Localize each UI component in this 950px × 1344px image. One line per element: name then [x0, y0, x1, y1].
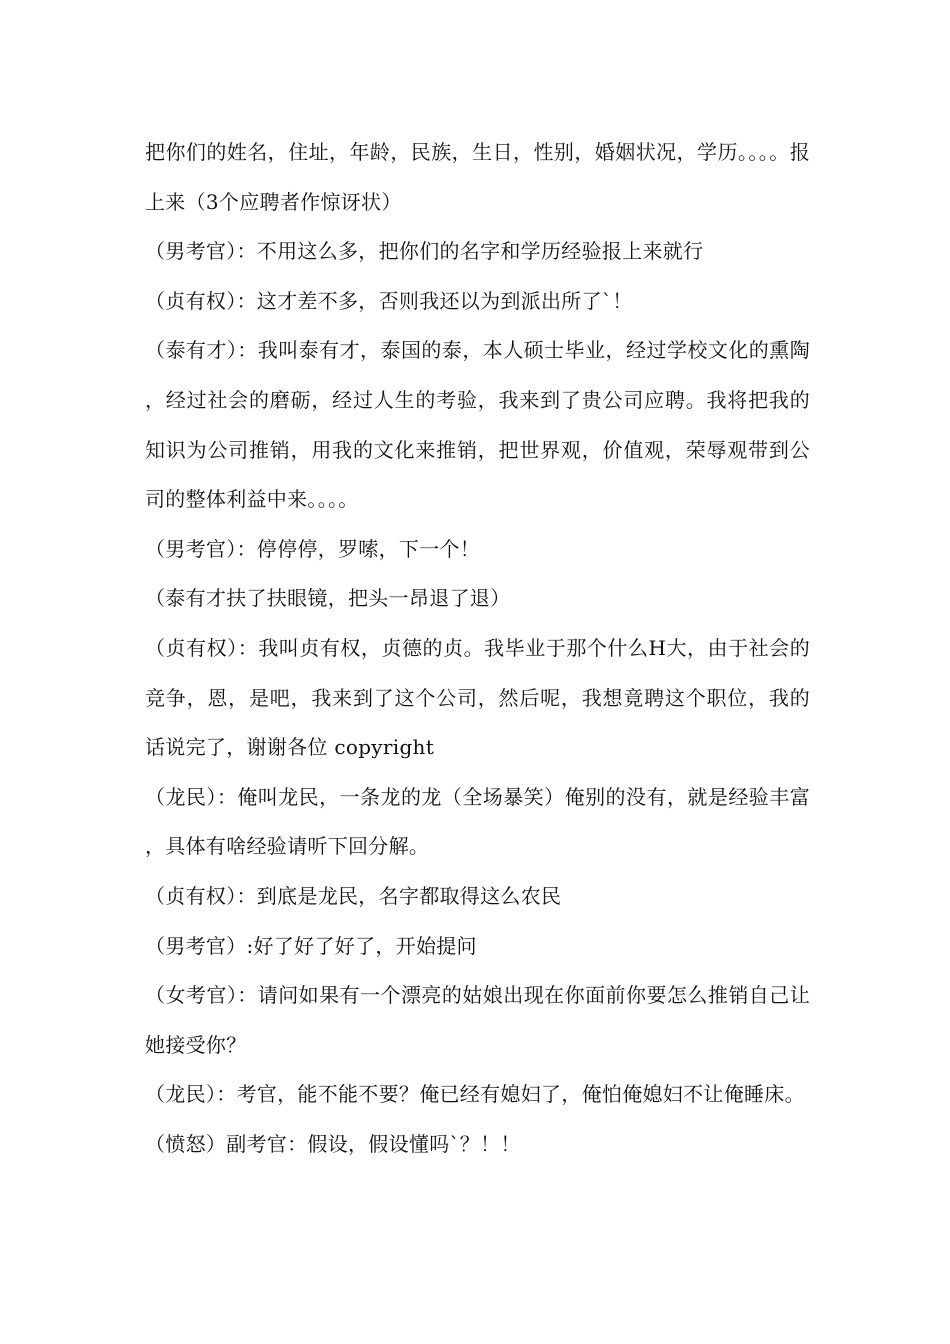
paragraph-female-examiner: （女考官）：请问如果有一个漂亮的姑娘出现在你面前你要怎么推销自己让她接受你？: [145, 983, 810, 1057]
paragraph-male-examiner-2: （男考官）：停停停，罗嗦，下一个！: [145, 536, 481, 561]
paragraph-zhen-youquan-1: （贞有权）：这才差不多，否则我还以为到派出所了`！: [145, 288, 633, 313]
paragraph-stage-direction: （泰有才扶了扶眼镜，把头一昂退了退）: [145, 586, 511, 611]
paragraph-zhen-youquan-2: （贞有权）：到底是龙民，名字都取得这么农民: [145, 883, 562, 908]
paragraph-zhen-youquan-intro: （贞有权）：我叫贞有权，贞德的贞。我毕业于那个什么H大，由于社会的竞争，恩，是吧，我来到了这个公司，然后呢，我想竟聘这个职位，我的话说完了，谢谢各位 copyright: [145, 635, 810, 760]
script-text-block: [145, 128, 810, 1169]
paragraph-long-min-answer: （龙民）：考官，能不能不要？俺已经有媳妇了，俺怕俺媳妇不让俺睡床。: [145, 1082, 805, 1107]
paragraph-male-examiner-3: （男考官）:好了好了好了，开始提问: [145, 933, 477, 958]
paragraph-long-min-intro: （龙民）：俺叫龙民，一条龙的龙（全场暴笑）俺别的没有，就是经验丰富，具体有啥经验请听下回分解。: [145, 784, 810, 859]
paragraph-tai-youcai-intro: （泰有才）：我叫泰有才，泰国的泰，本人硕士毕业，经过学校文化的熏陶，经过社会的磨砺，经过人生的考验，我来到了贵公司应聘。我将把我的知识为公司推销，用我的文化来推销，把世界观，价值观，荣辱观带到公司的整体利益中来。。。。: [145, 338, 810, 512]
paragraph-deputy-examiner: （愤怒）副考官：假设，假设懂吗`？！！: [145, 1131, 521, 1156]
paragraph-intro-request: 把你们的姓名，住址，年龄，民族，生日，性别，婚姻状况，学历。。。。报上来（3个应聘者作惊讶状）: [145, 140, 810, 214]
paragraph-male-examiner-1: （男考官）：不用这么多，把你们的名字和学历经验报上来就行: [145, 239, 704, 264]
